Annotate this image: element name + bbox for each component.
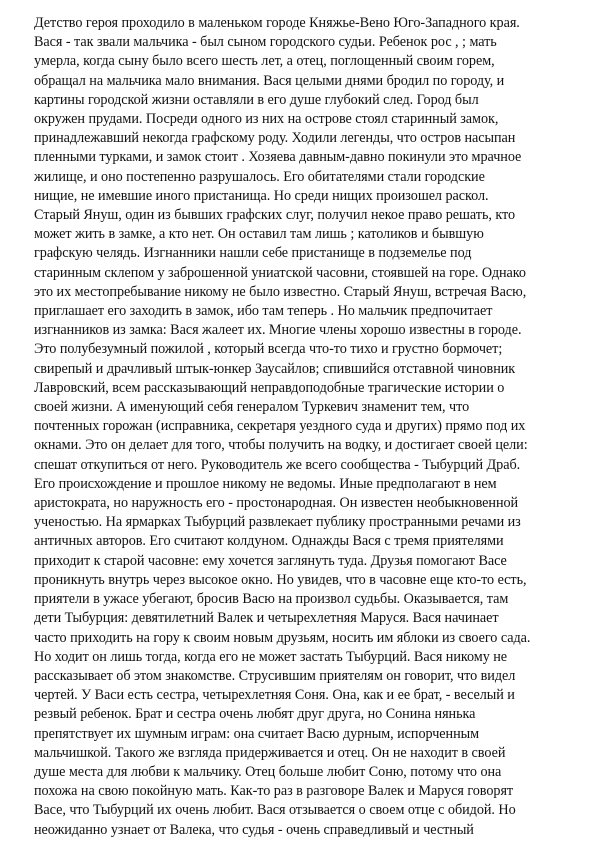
text-line: нищие, не имевшие иного пристанища. Но среди нищих произошел раскол. xyxy=(34,187,489,204)
text-line: спешат откупиться от него. Руководитель же всего сообщества - Тыбурций Драб. xyxy=(34,456,521,473)
text-line: рассказывает об этом знакомстве. Струсившим приятелям он говорит, что видел xyxy=(34,667,516,684)
text-line: почтенных горожан (исправника, секретаря уездного суда и других) прямо под их xyxy=(34,418,526,435)
text-line: Детство героя проходило в маленьком городе Княжье-Вено Юго-Западного края. xyxy=(34,15,520,31)
text-line: похожа на свою покойную мать. Как-то раз в разговоре Валек и Маруся говорят xyxy=(34,783,514,800)
text-line: приходит к старой часовне: ему хочется заглянуть туда. Друзья помогают Васе xyxy=(34,552,507,569)
text-line: античных авторов. Его считают колдуном. Однажды Вася с тремя приятелями xyxy=(34,533,504,550)
text-line: принадлежавший некогда графскому роду. Ходили легенды, что остров насыпан xyxy=(34,130,516,147)
text-line: может жить в замке, а кто нет. Он оставил там лишь ; католиков и бывшую xyxy=(34,226,484,243)
text-line: Это полубезумный пожилой , который всегда что-то тихо и грустно бормочет; xyxy=(34,341,503,358)
text-line: окружен прудами. Посреди одного из них на острове стоял старинный замок, xyxy=(34,111,499,128)
text-line: мальчишкой. Такого же взгляда придерживается и отец. Он не находит в своей xyxy=(34,744,506,761)
text-line: аристократа, но наружность его - простонародная. Он известен необыкновенной xyxy=(34,495,519,512)
text-line: старинным склепом у заброшенной униатской часовни, стоявшей на горе. Однако xyxy=(34,264,526,281)
text-line: душе места для любви к мальчику. Отец больше любит Соню, потому что она xyxy=(34,763,502,780)
text-line: препятствует их шумным играм: она считает Васю дурным, испорченным xyxy=(34,725,480,742)
text-line: свирепый и драчливый штык-юнкер Заусайлов; спившийся отставной чиновник xyxy=(34,360,516,377)
text-line: чертей. У Васи есть сестра, четырехлетняя Соня. Она, как и ее брат, - веселый и xyxy=(34,687,515,704)
text-line: дети Тыбурция: девятилетний Валек и четырехлетняя Маруся. Вася начинает xyxy=(34,610,499,627)
text-line: Но ходит он лишь тогда, когда его не может застать Тыбурций. Вася никому не xyxy=(34,648,508,665)
text-line: картины городской жизни оставляли в его душе глубокий след. Город был xyxy=(34,91,479,108)
text-line: жилище, и оно постепенно разрушалось. Его обитателями стали городские xyxy=(34,168,485,185)
text-line: Старый Януш, один из бывших графских слуг, получил некое право решать, кто xyxy=(34,207,516,224)
text-line: неожиданно узнает от Валека, что судья - очень справедливый и честный xyxy=(34,821,474,838)
text-line: проникнуть внутрь через высокое окно. Но увидев, что в часовне еще кто-то есть, xyxy=(34,571,527,588)
text-line: окнами. Это он делает для того, чтобы получить на водку, и достигает своей цели: xyxy=(34,437,528,454)
text-line: Васе, что Тыбурций их очень любит. Вася отзывается о своем отце с обидой. Но xyxy=(34,802,516,819)
text-line: часто приходить на гору к своим новым друзьям, носить им яблоки из своего сада. xyxy=(34,629,531,646)
text-line: это их местопребывание никому не было известно. Старый Януш, встречая Васю, xyxy=(34,283,527,300)
text-line: изгнанников из замка: Вася жалеет их. Многие члены хорошо известны в городе. xyxy=(34,322,522,339)
text-line: пленными турками, и замок стоит . Хозяева давным-давно покинули это мрачное xyxy=(34,149,522,166)
text-line: ученостью. На ярмарках Тыбурций развлекает публику пространными речами из xyxy=(34,514,521,531)
text-line: обращал на мальчика мало внимания. Вася целыми днями бродил по городу, и xyxy=(34,72,505,89)
text-line: графскую челядь. Изгнанники нашли себе пристанище в подземелье под xyxy=(34,245,472,262)
text-line: своей жизни. А именующий себя генералом Туркевич знаменит тем, что xyxy=(34,399,470,416)
text-line: резвый ребенок. Брат и сестра очень любят друг друга, но Сонина нянька xyxy=(34,706,476,723)
text-line: умерла, когда сыну было всего шесть лет, а отец, поглощенный своим горем, xyxy=(34,53,495,70)
text-line: приятели в ужасе убегают, бросив Васю на произвол судьбы. Оказывается, там xyxy=(34,591,509,608)
text-line: приглашает его заходить в замок, ибо там теперь . Но мальчик предпочитает xyxy=(34,303,493,320)
text-line: Лавровский, всем рассказывающий неправдоподобные трагические истории о xyxy=(34,379,505,396)
text-line: Вася - так звали мальчика - был сыном городского судьи. Ребенок рос , ; мать xyxy=(34,34,497,51)
document-page xyxy=(34,14,574,840)
text-line: Его происхождение и прошлое никому не ведомы. Иные предполагают в нем xyxy=(34,475,497,492)
